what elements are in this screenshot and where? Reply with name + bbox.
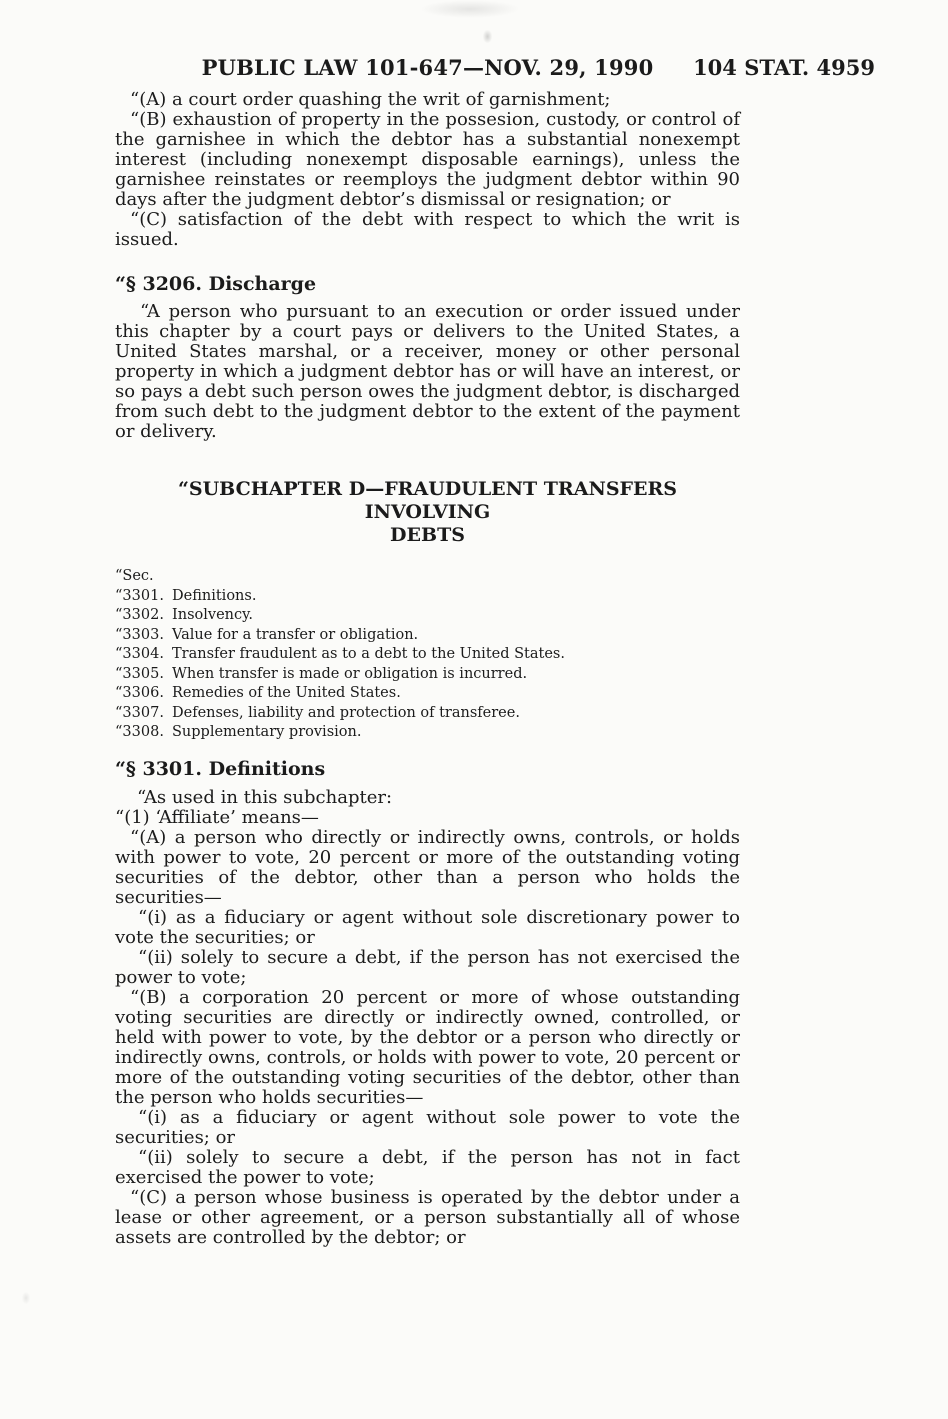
sec-number: “3306. [115,685,164,701]
subchapter-d-heading [115,478,740,547]
sec-table-row [115,645,740,665]
sec-table-row [115,684,740,704]
subchapter-d-heading-line1: “SUBCHAPTER D—FRAUDULENT TRANSFERS INVOLVING [177,478,678,523]
definition-item-1: “(1) ‘Affiliate’ means— [115,806,319,828]
sec-table-row [115,704,740,724]
section-3206-heading: “§ 3206. Discharge [115,273,317,295]
sec-table-row [115,626,740,646]
definition-item-1B-ii: “(ii) solely to secure a debt, if the person has not in fact exercised the power to vote; [115,1146,740,1188]
sec-table-label: “Sec. [115,568,154,584]
definition-item-1C: “(C) a person whose business is operated by the debtor under a lease or other agreement, or a person substantially all of whose assets are controlled by the debtor; or [115,1186,740,1248]
sec-title: Remedies of the United States. [172,685,401,701]
sec-number: “3304. [115,646,164,662]
definition-item-1B-i: “(i) as a fiduciary or agent without sole power to vote the securities; or [115,1106,740,1148]
sec-number: “3303. [115,626,164,643]
statute-page-number: 104 STAT. 4959 [693,55,875,80]
sec-title: Value for a transfer or obligation. [172,626,419,643]
sec-title: Definitions. [172,587,257,604]
sec-title: Insolvency. [172,607,253,623]
sec-title: When transfer is made or obligation is incurred. [172,665,528,682]
sec-number: “3307. [115,704,164,721]
law-title: PUBLIC LAW 101-647—NOV. 29, 1990 [201,55,654,80]
section-3301-intro: “As used in this subchapter: [137,786,393,808]
definition-item-1B: “(B) a corporation 20 percent or more of whose outstanding voting securities are directly or indirectly owned, controlled, or held with power to vote, by the debtor or a person who directly or indirectly owns, controls, or holds with power to vote, 20 percent or more of the outstanding voting securities of the debtor, other than the person who holds securities— [115,986,740,1108]
section-3301-heading: “§ 3301. Definitions [115,757,326,780]
sec-number: “3302. [115,607,164,623]
section-3206-body: “A person who pursuant to an execution or order issued under this chapter by a court pays or delivers to the United States, a United States marshal, or a receiver, money or other personal property in which a judgment debtor has or will have an interest, or so pays a debt such person owes the judgment debtor, is discharged from such debt to the judgment debtor to the extent of the payment or delivery. [115,301,740,442]
sec-number: “3301. [115,587,164,604]
sec-number: “3308. [115,724,164,740]
sec-number: “3305. [115,665,164,682]
clause-b: “(B) exhaustion of property in the possesion, custody, or control of the garnishee in which the debtor has a substantial nonexempt interest (including nonexempt disposable earnings), unless the garnishee reinstates or reemploys the judgment debtor within 90 days after the judgment debtor’s dismissal or resignation; or [115,109,740,210]
subchapter-d-heading-line2: DEBTS [390,524,465,546]
sec-table-row [115,606,740,626]
running-head [115,55,875,81]
scan-smudge-artifact [420,0,520,18]
definition-item-1A-i: “(i) as a fiduciary or agent without sole discretionary power to vote the securities; or [115,906,740,948]
definition-item-1A: “(A) a person who directly or indirectly owns, controls, or holds with power to vote, 20 percent or more of the outstanding voting securities of the debtor, other than a person who holds the securities— [115,826,740,908]
scan-speck-artifact-bottom [22,1292,30,1304]
sec-table-row [115,665,740,685]
sec-title: Defenses, liability and protection of transferee. [172,704,520,721]
sec-title: Supplementary provision. [172,724,362,740]
statute-text-column [115,90,740,1248]
definition-item-1A-ii: “(ii) solely to secure a debt, if the person has not exercised the power to vote; [115,946,740,988]
scan-speck-artifact [483,30,492,43]
sec-table-row [115,587,740,607]
sec-table-row [115,723,740,743]
clause-c: “(C) satisfaction of the debt with respect to which the writ is issued. [115,209,740,250]
sec-title: Transfer fraudulent as to a debt to the United States. [172,646,565,662]
clause-a: “(A) a court order quashing the writ of garnishment; [130,89,611,110]
section-table-of-contents [115,567,740,743]
